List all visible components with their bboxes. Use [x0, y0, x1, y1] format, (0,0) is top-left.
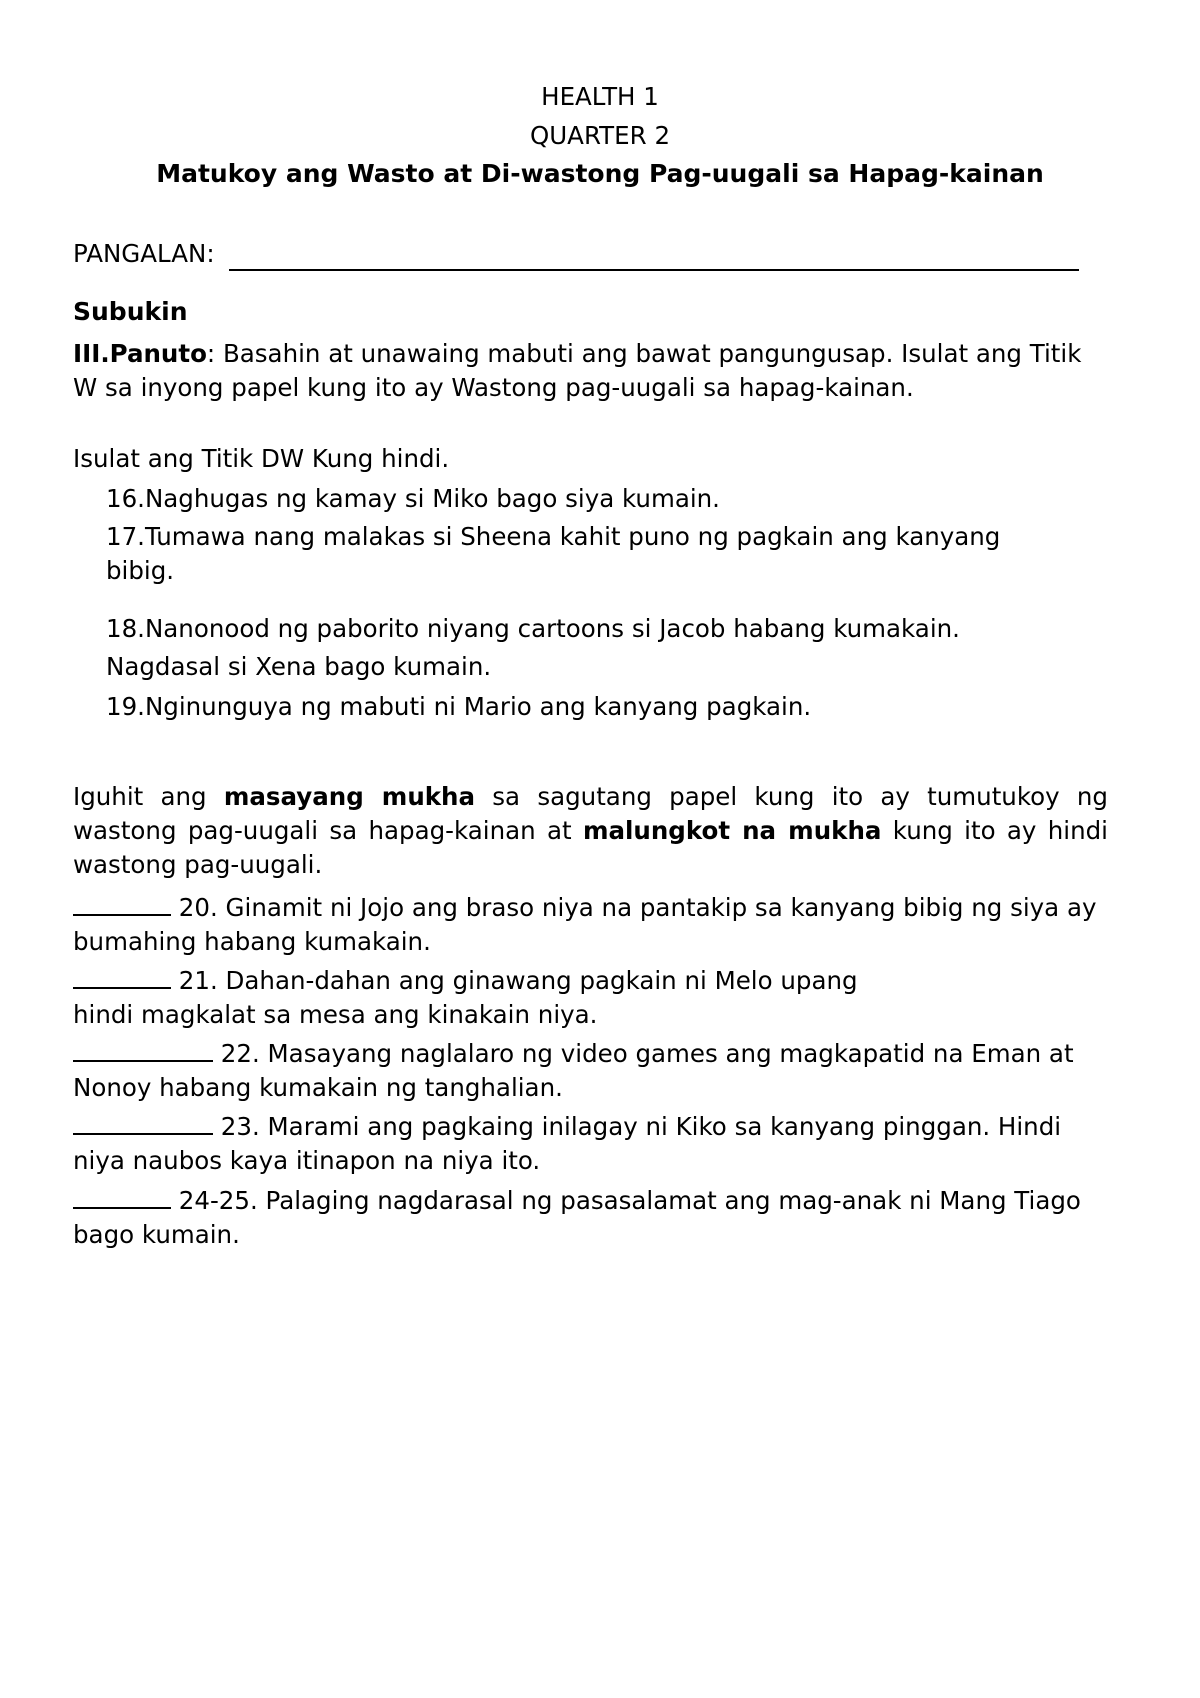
section-title: Subukin — [73, 297, 188, 326]
list-item-18: 18.Nanonood ng paborito niyang cartoons si Jacob habang kumakain. — [106, 614, 960, 643]
question-20 — [73, 890, 1113, 959]
instructions-text-2: Isulat ang Titik DW Kung hindi. — [73, 444, 450, 473]
answer-blank-21[interactable] — [73, 963, 171, 989]
name-blank-line[interactable] — [229, 241, 1079, 271]
list-item-17: 17.Tumawa nang malakas si Sheena kahit puno ng pagkain ang kanyang bibig. — [106, 522, 1001, 585]
list-item-16: 16.Naghugas ng kamay si Miko bago siya kumain. — [106, 484, 720, 513]
subject-heading: HEALTH 1 — [541, 82, 659, 111]
part2-text-2: sa sagutang papel kung ito ay tumutukoy ng wastong pag-uugali sa hapag-kainan at — [73, 782, 1108, 845]
part2-instructions — [73, 780, 1108, 882]
question-21-text-cont: hindi magkalat sa mesa ang kinakain niya. — [73, 1000, 598, 1029]
list-item-19: 19.Nginunguya ng mabuti ni Mario ang kanyang pagkain. — [106, 692, 812, 721]
answer-blank-22[interactable] — [73, 1036, 213, 1062]
question-21 — [73, 963, 1113, 1032]
question-22 — [73, 1036, 1113, 1105]
part2-bold-2: malungkot na mukha — [582, 816, 882, 845]
question-24-25-text: 24-25. Palaging nagdarasal ng pasasalamat ang mag-anak ni Mang Tiago bago kumain. — [73, 1186, 1081, 1249]
question-20-text: 20. Ginamit ni Jojo ang braso niya na pantakip sa kanyang bibig ng siya ay bumahing habang kumakain. — [73, 893, 1097, 956]
answer-blank-20[interactable] — [73, 890, 171, 916]
question-23 — [73, 1109, 1113, 1178]
question-24-25 — [73, 1183, 1113, 1252]
part2-bold-1: masayang mukha — [223, 782, 476, 811]
name-row — [73, 237, 1103, 271]
question-21-text: 21. Dahan-dahan ang ginawang pagkain ni Melo upang — [171, 966, 858, 995]
question-23-text: 23. Marami ang pagkaing inilagay ni Kiko sa kanyang pinggan. Hindi niya naubos kaya itinapon na niya ito. — [73, 1112, 1062, 1175]
quarter-heading: QUARTER 2 — [529, 121, 671, 150]
part2-text-3: kung ito ay hindi wastong pag-uugali. — [73, 816, 1108, 879]
list-item-18b: Nagdasal si Xena bago kumain. — [106, 652, 492, 681]
instructions-paragraph — [73, 337, 1113, 405]
name-label: PANGALAN: — [73, 239, 215, 268]
part2-text-1: Iguhit ang — [73, 782, 224, 811]
worksheet-title: Matukoy ang Wasto at Di-wastong Pag-uugali sa Hapag-kainan — [156, 159, 1044, 188]
instructions-text: : Basahin at unawaing mabuti ang bawat pangungusap. Isulat ang Titik W sa inyong papel kung ito ay Wastong pag-uugali sa hapag-kainan. — [73, 339, 1082, 402]
instructions-label: III.Panuto — [73, 339, 207, 368]
answer-blank-24-25[interactable] — [73, 1183, 171, 1209]
answer-blank-23[interactable] — [73, 1109, 213, 1135]
question-22-text: 22. Masayang naglalaro ng video games ang magkapatid na Eman at Nonoy habang kumakain ng tanghalian. — [73, 1039, 1074, 1102]
